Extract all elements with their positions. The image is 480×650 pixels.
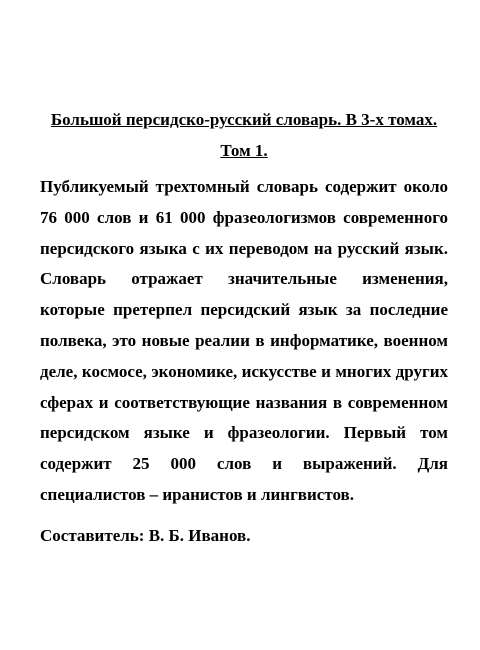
document-title: Большой персидско-русский словарь. В 3-х томах. Том 1.: [50, 110, 438, 160]
document-compiler: Составитель: В. Б. Иванов.: [40, 525, 251, 545]
document-description: Публикуемый трехтомный словарь содержит около 76 000 слов и 61 000 фразеологизмов современного персидского языка с их переводом на русский язык. Словарь отражает значительные изменения, которые претерпел персидский язык за последние полвека, это новые реалии в информатике, военном деле, космосе, экономике, искусстве и многих других сферах и соответствующие названия в современном персидском языке и фразеологии. Первый том содержит 25 000 слов и выражений. Для специалистов – иранистов и лингвистов.: [40, 177, 448, 504]
document-page: [40, 104, 448, 551]
